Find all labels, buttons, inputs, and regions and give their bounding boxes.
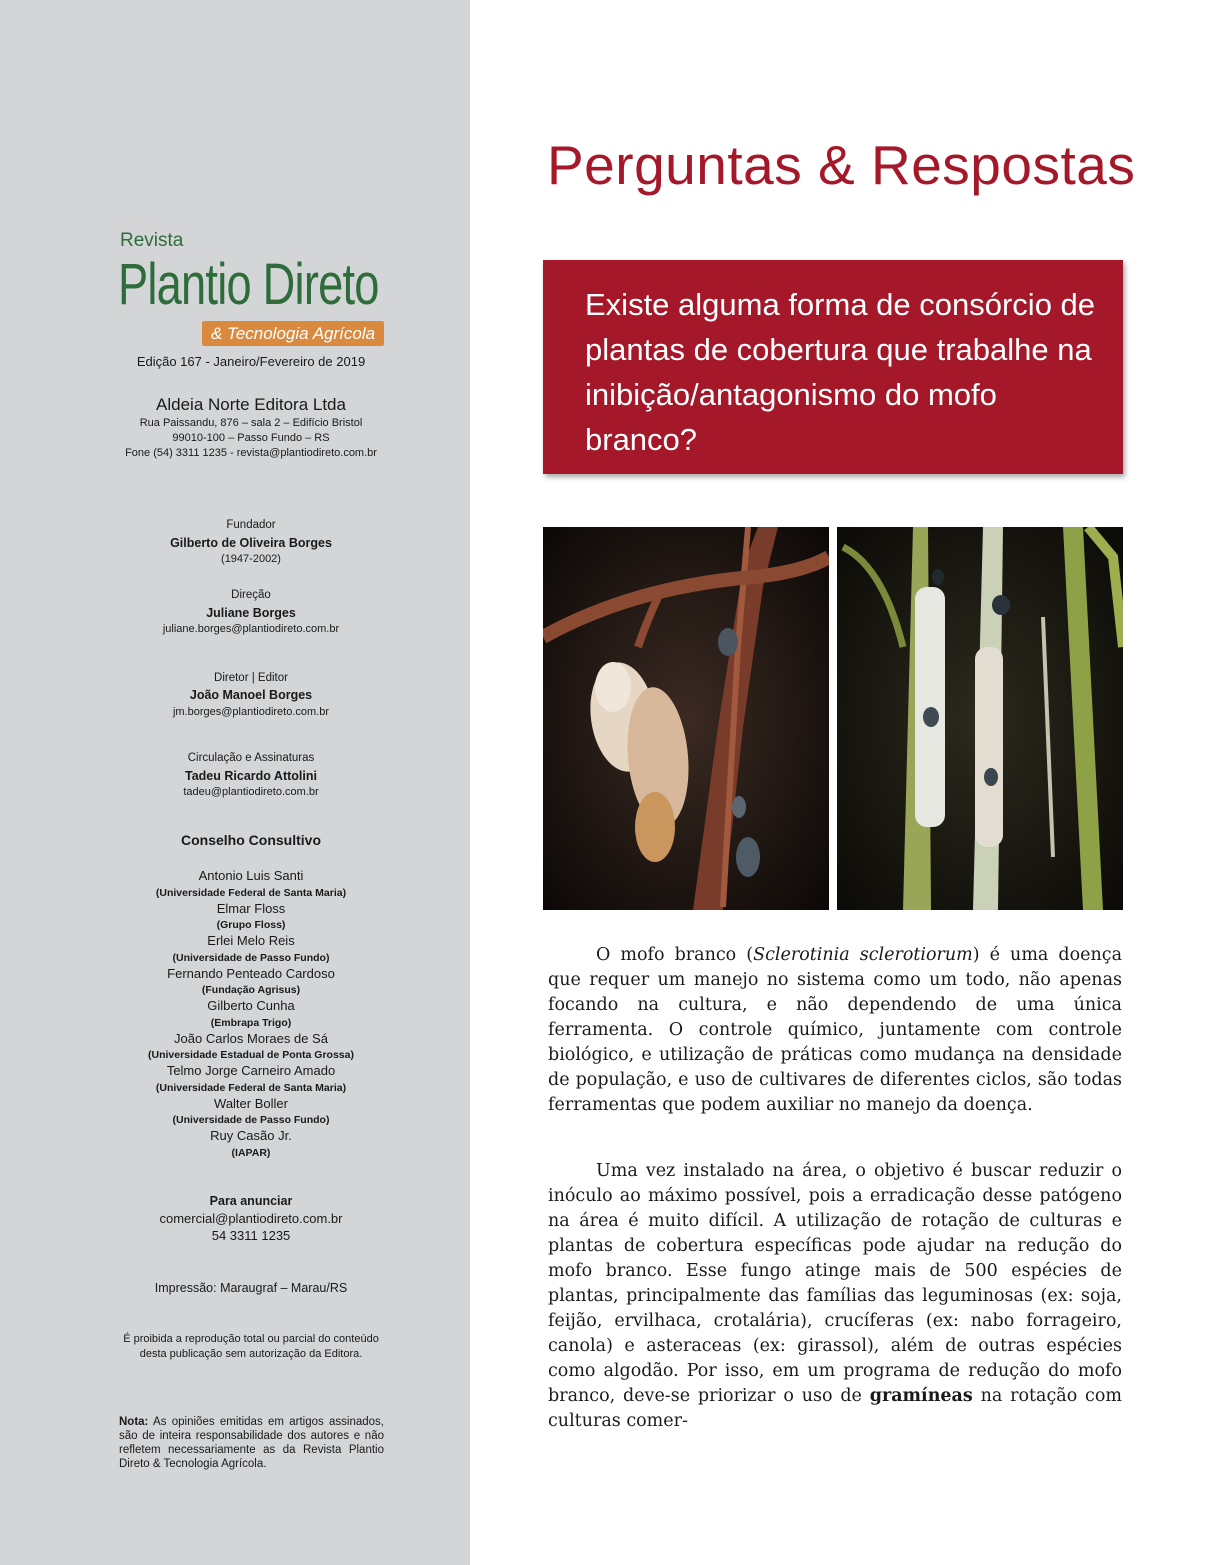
copyright-line-2: desta publicação sem autorização da Editora. [139,1348,363,1360]
conselho-member-inst: (Universidade de Passo Fundo) [172,1114,330,1126]
question-text: Existe alguma forma de consórcio de plantas de cobertura que trabalhe na inibição/antagonismo do mofo branco? [585,287,1096,457]
anunciar-title: Para anunciar [209,1194,293,1208]
staff-role: Diretor | Editor [214,672,288,684]
copyright-line-1: É proibida a reprodução total ou parcial do conteúdo [123,1333,379,1345]
staff-role: Fundador [226,519,276,531]
staff-name: João Manoel Borges [189,688,313,702]
white-mold-photos [543,527,1123,910]
conselho-member-inst: (Fundação Agrisus) [201,984,301,996]
anunciar-phone: 54 3311 1235 [211,1228,291,1243]
p1-text-b: ) é uma doença que requer um manejo no sistema como um todo, não apenas focando na cultura, e não dependendo de uma única ferramenta. O controle químico, juntamente com controle biológico, e utilização de práticas como mudança na densidade de população, e uso de cultivares de diferentes ciclos, são todas ferramentas que podem auxiliar no manejo da doença. [548,945,1123,1115]
conselho-member-name: Fernando Penteado Cardoso [167,965,335,981]
nota-label: Nota: [119,1416,149,1428]
p1-text-a: O mofo branco ( [596,945,754,965]
anunciar-email[interactable]: comercial@plantiodireto.com.br [159,1211,343,1226]
conselho-member-name: Gilberto Cunha [207,998,295,1013]
publisher-address-2: 99010-100 – Passo Fundo – RS [172,432,330,444]
staff-name: Juliane Borges [206,606,296,620]
nota-text: As opiniões emitidas em artigos assinados, são de inteira responsabilidade dos autores e não refletem necessariamente as da Revista Plantio Direto & Tecnologia Agrícola. [119,1416,385,1470]
p2-text-a: Uma vez instalado na área, o objetivo é buscar reduzir o inóculo ao máximo possível, pois a erradicação desse patógeno na área é muito difícil. A utilização de rotação de culturas e plantas de cobertura específicas pode ajudar na redução do mofo branco. Esse fungo atinge mais de 500 espécies de plantas, principalmente das famílias das leguminosas (ex: soja, feijão, ervilhaca, crotalária), crucíferas (ex: nabo forrageiro, canola) e asteraceas (ex: girassol), além de outras espécies como algodão. Por isso, em um programa de redução do mofo branco, deve-se priorizar o uso de [548,1161,1122,1406]
edition-info: Edição 167 - Janeiro/Fevereiro de 2019 [136,354,366,369]
p1-scientific-name: Sclerotinia sclerotiorum [753,945,973,965]
conselho-list [0,868,502,1161]
staff-role: Circulação e Assinaturas [187,752,315,764]
conselho-member-inst: (Universidade de Passo Fundo) [172,951,330,964]
conselho-member-inst: (Universidade Estadual de Ponta Grossa) [148,1049,354,1061]
conselho-member-name: Erlei Melo Reis [207,933,295,948]
staff-extra: tadeu@plantiodireto.com.br [183,786,319,798]
staff-name: Gilberto de Oliveira Borges [170,536,332,550]
p2-text-b: na rotação com culturas comer- [548,1386,1122,1431]
nota-disclaimer [119,1415,384,1471]
conselho-member-name: Telmo Jorge Carneiro Amado [166,1063,336,1078]
impressao-info: Impressão: Maraugraf – Marau/RS [154,1281,348,1295]
logo-title: Plantio Direto [118,252,379,317]
logo-tagline: & Tecnologia Agrícola [202,321,384,346]
section-title: Perguntas & Respostas [547,134,1136,196]
staff-extra: jm.borges@plantiodireto.com.br [172,706,330,718]
conselho-member-inst: (IAPAR) [231,1146,271,1159]
article-paragraph-1 [548,943,1122,1118]
conselho-member-name: Walter Boller [214,1095,288,1111]
question-box [543,260,1123,474]
article-paragraph-2 [548,1159,1122,1434]
conselho-member-inst: (Universidade Federal de Santa Maria) [155,1081,347,1094]
publisher-address-1: Rua Paissandu, 876 – sala 2 – Edifício Bristol [139,417,363,429]
conselho-member-name: Antonio Luis Santi [198,868,304,883]
publisher-phone: Fone (54) 3311 1235 - revista@plantiodireto.com.br [125,447,377,459]
logo-revista: Revista [120,230,184,251]
p2-bold-term: gramíneas [869,1386,973,1406]
staff-extra: (1947-2002) [221,553,281,565]
conselho-member-name: Elmar Floss [216,900,286,916]
publisher-name: Aldeia Norte Editora Ltda [156,395,346,414]
staff-extra: juliane.borges@plantiodireto.com.br [162,623,340,635]
conselho-member-inst: (Grupo Floss) [216,919,286,931]
conselho-heading: Conselho Consultivo [181,832,321,848]
staff-role: Direção [231,589,271,601]
conselho-member-name: Ruy Casão Jr. [210,1128,292,1143]
conselho-member-name: João Carlos Moraes de Sá [174,1030,328,1046]
conselho-member-inst: (Universidade Federal de Santa Maria) [155,886,347,899]
staff-name: Tadeu Ricardo Attolini [185,769,317,783]
masthead-sidebar [0,0,470,1565]
conselho-member-inst: (Embrapa Trigo) [210,1016,292,1029]
